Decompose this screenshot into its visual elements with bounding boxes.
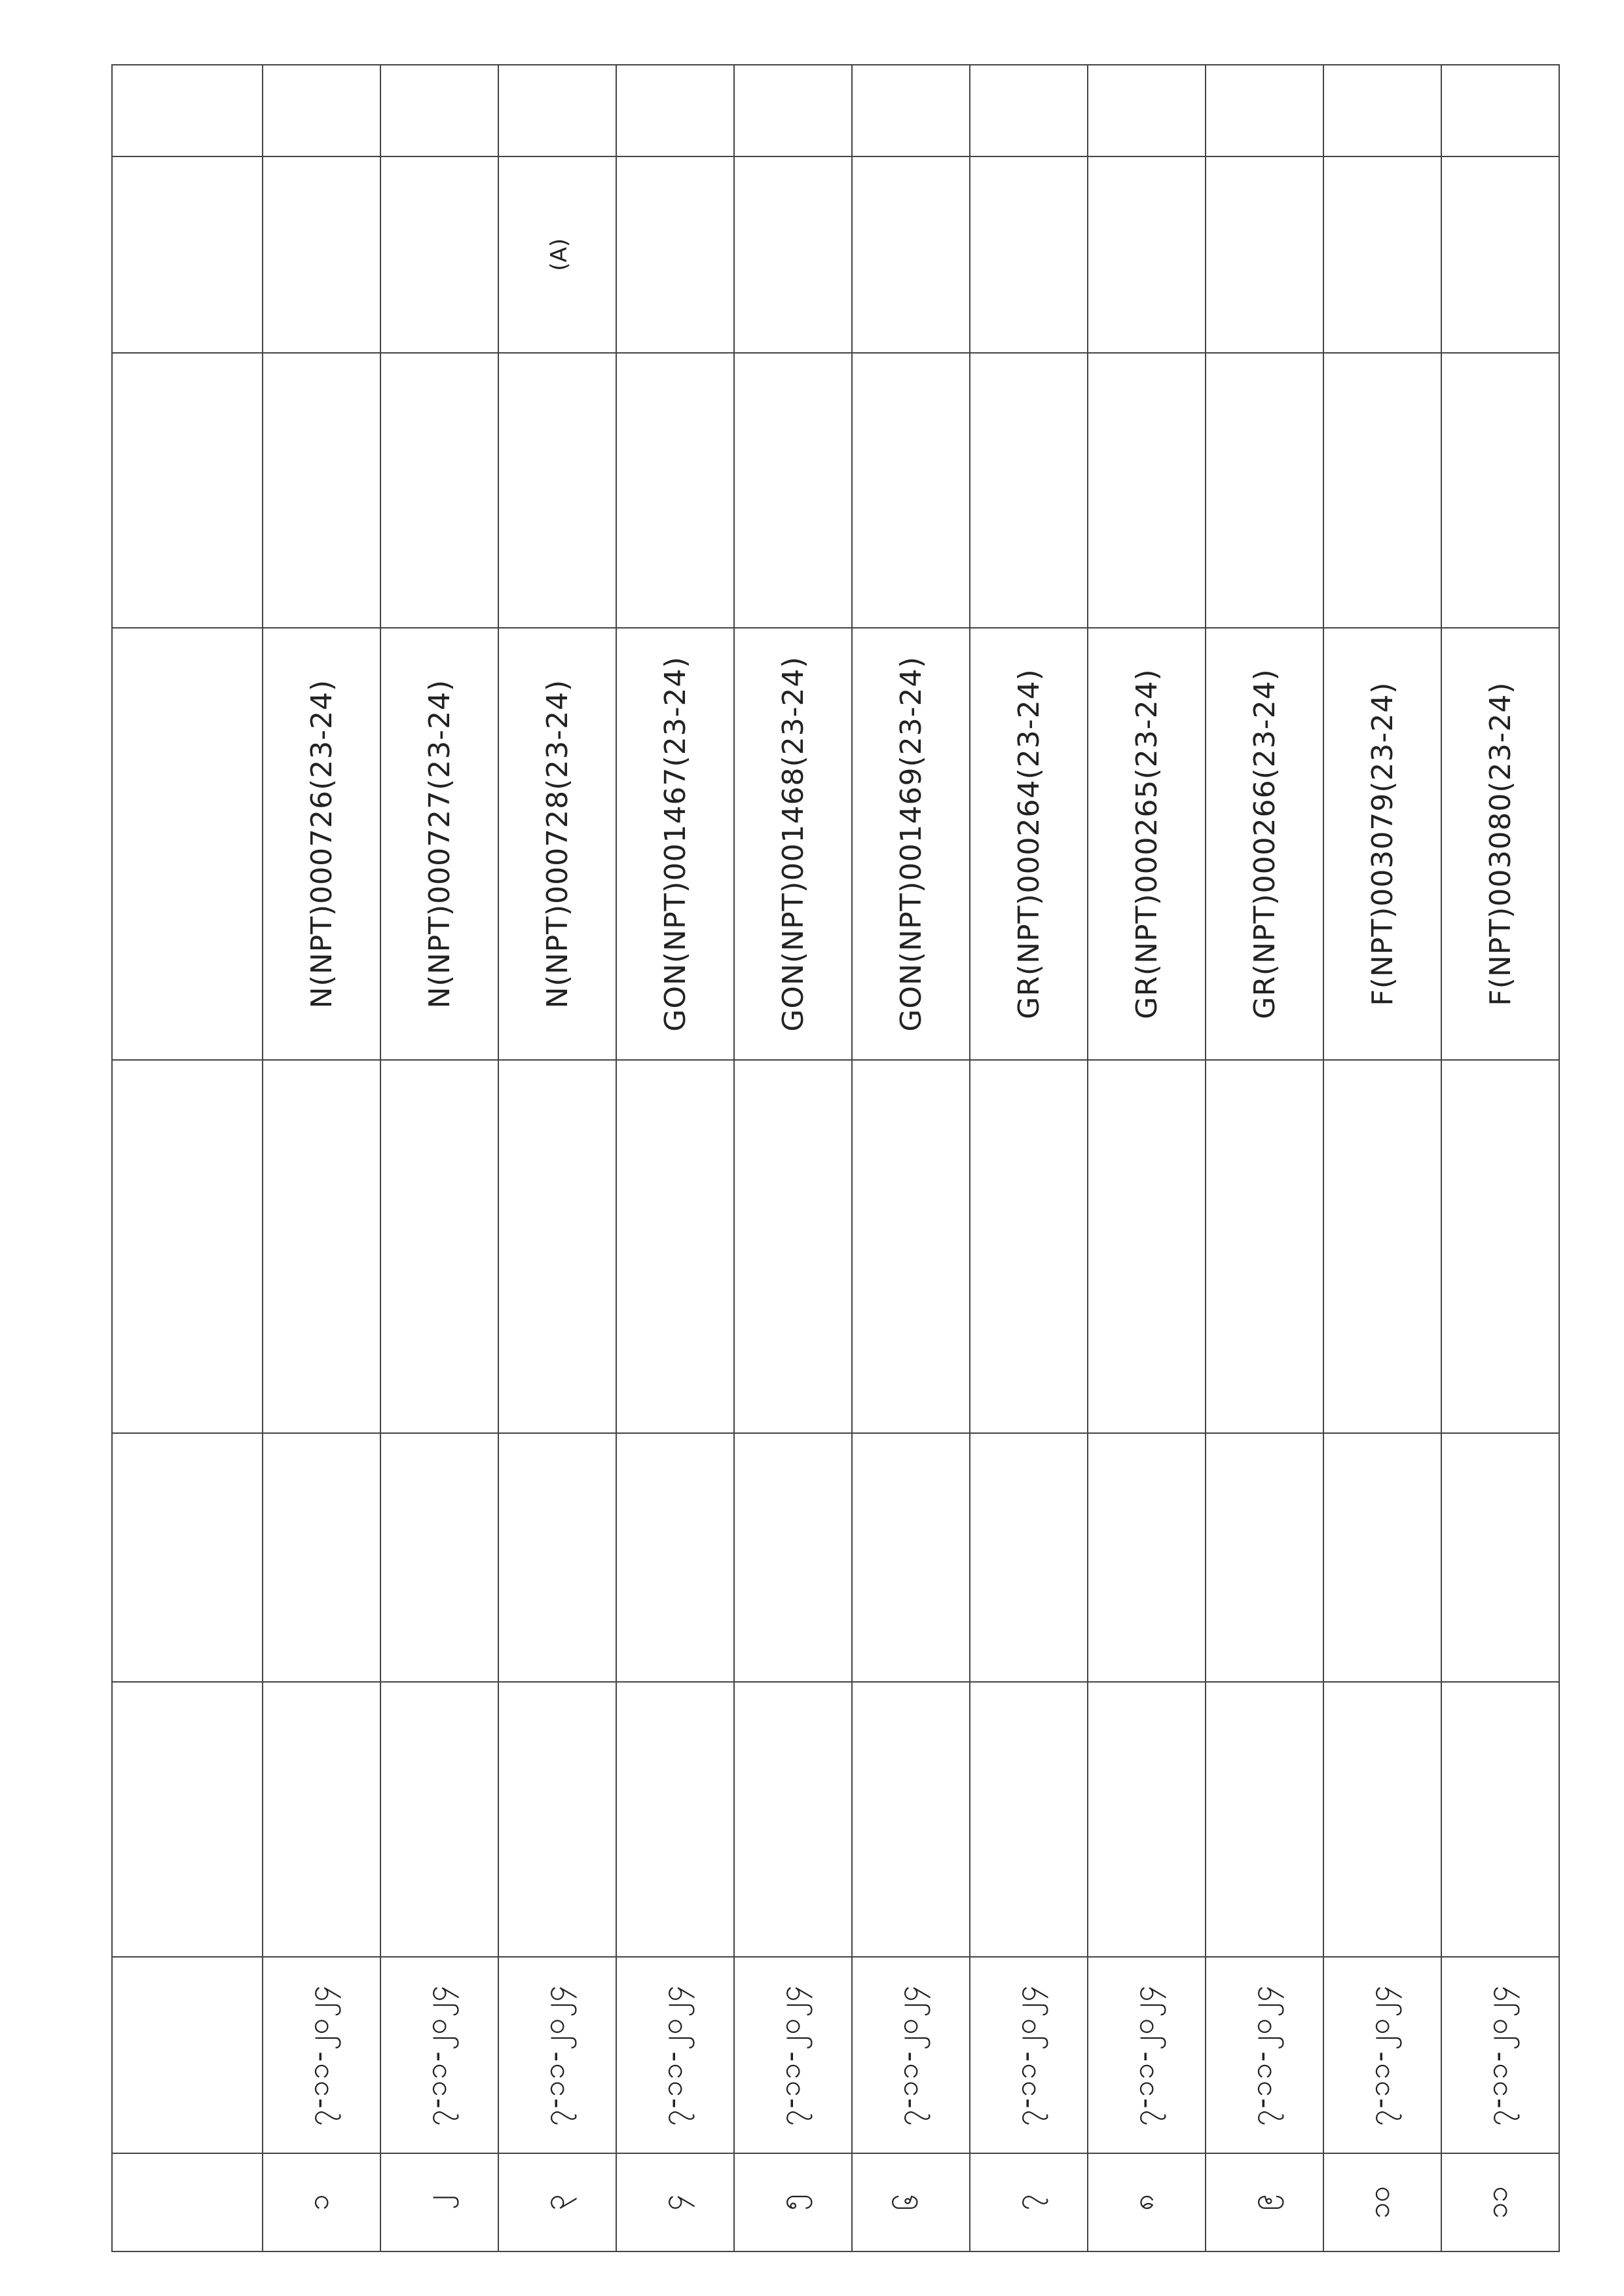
header-code: [112, 628, 263, 1060]
table-row: [1088, 65, 1206, 2251]
cell-date: [263, 1957, 380, 2153]
cell-no-text: ၃: [538, 2194, 571, 2211]
cell-registration-code-text: GON(NPT)001468(23-24): [776, 656, 810, 1032]
cell-date: [1323, 1957, 1441, 2153]
cell-registration-code: [970, 628, 1088, 1060]
cell-no: [380, 2153, 498, 2251]
cell-registration-code-text: N(NPT)000727(23-24): [422, 679, 456, 1009]
cell-name: [498, 1682, 616, 1957]
cell-registration-code-text: GR(NPT)000266(23-24): [1247, 668, 1282, 1019]
cell-no: [1206, 2153, 1323, 2251]
cell-no: [1441, 2153, 1559, 2251]
cell-no: [734, 2153, 852, 2251]
cell-date: [616, 1957, 734, 2153]
cell-remark: [263, 65, 380, 156]
cell-date-text: ၇-၁၁-၂၀၂၄: [1245, 1984, 1278, 2126]
cell-office: [734, 1060, 852, 1433]
cell-no: [1088, 2153, 1206, 2251]
cell-name: [1088, 1682, 1206, 1957]
table-row: [498, 65, 616, 2251]
cell-name: [263, 1682, 380, 1957]
cell-address: [1088, 1433, 1206, 1682]
cell-type: [380, 156, 498, 353]
cell-registration-code-text: N(NPT)000728(23-24): [540, 679, 574, 1009]
cell-registration-code: [1206, 628, 1323, 1060]
cell-date: [734, 1957, 852, 2153]
cell-date-text: ၇-၁၁-၂၀၂၄: [773, 1984, 807, 2126]
cell-address: [970, 1433, 1088, 1682]
cell-name: [1441, 1682, 1559, 1957]
cell-date-text: ၇-၁၁-၂၀၂၄: [1481, 1984, 1514, 2126]
cell-date-text: ၇-၁၁-၂၀၂၄: [1363, 1984, 1396, 2126]
cell-type: [1441, 156, 1559, 353]
cell-date: [380, 1957, 498, 2153]
registration-table: [111, 64, 1560, 2252]
header-office: [112, 1060, 263, 1433]
cell-date: [1206, 1957, 1323, 2153]
cell-name: [1206, 1682, 1323, 1957]
cell-date: [970, 1957, 1088, 2153]
cell-registration-code-text: F(NPT)003080(23-24): [1483, 682, 1517, 1006]
cell-no-text: ၄: [655, 2194, 689, 2211]
cell-registration-code: [498, 628, 616, 1060]
cell-office: [1206, 1060, 1323, 1433]
cell-registration-code: [263, 628, 380, 1060]
header-address: [112, 1433, 263, 1682]
cell-no: [616, 2153, 734, 2251]
cell-address: [734, 1433, 852, 1682]
cell-office: [1441, 1060, 1559, 1433]
document-sheet: [72, 39, 1617, 2265]
cell-place: [1441, 353, 1559, 628]
cell-office: [970, 1060, 1088, 1433]
cell-no: [498, 2153, 616, 2251]
cell-type: [1088, 156, 1206, 353]
cell-no: [852, 2153, 970, 2251]
table-row: [380, 65, 498, 2251]
cell-place: [970, 353, 1088, 628]
cell-office: [852, 1060, 970, 1433]
cell-no-text: ၈: [1127, 2194, 1160, 2211]
cell-place: [1088, 353, 1206, 628]
cell-address: [1441, 1433, 1559, 1682]
cell-name: [1323, 1682, 1441, 1957]
cell-office: [263, 1060, 380, 1433]
table-row: [616, 65, 734, 2251]
cell-office: [498, 1060, 616, 1433]
cell-no-text: ၅: [773, 2194, 807, 2211]
cell-address: [380, 1433, 498, 1682]
cell-date: [498, 1957, 616, 2153]
cell-type: [970, 156, 1088, 353]
cell-name: [852, 1682, 970, 1957]
cell-registration-code-text: F(NPT)003079(23-24): [1365, 682, 1399, 1006]
cell-no-text: ၁: [302, 2194, 335, 2211]
cell-remark: [970, 65, 1088, 156]
cell-no-text: ၂: [420, 2195, 453, 2210]
header-date: [112, 1957, 263, 2153]
table-body: [263, 65, 1559, 2251]
cell-date-text: ၇-၁၁-၂၀၂၄: [1127, 1984, 1160, 2126]
cell-date: [1088, 1957, 1206, 2153]
cell-registration-code-text: GON(NPT)001467(23-24): [658, 656, 692, 1032]
cell-remark: [734, 65, 852, 156]
cell-type: [616, 156, 734, 353]
cell-type: [734, 156, 852, 353]
cell-place: [263, 353, 380, 628]
cell-place: [852, 353, 970, 628]
cell-address: [616, 1433, 734, 1682]
cell-office: [616, 1060, 734, 1433]
header-row: [112, 65, 263, 2251]
cell-remark: [1441, 65, 1559, 156]
cell-registration-code: [852, 628, 970, 1060]
cell-registration-code: [616, 628, 734, 1060]
cell-name: [380, 1682, 498, 1957]
cell-no: [263, 2153, 380, 2251]
cell-remark: [380, 65, 498, 156]
header-remark: [112, 65, 263, 156]
cell-no-text: ၁၀: [1363, 2186, 1396, 2219]
cell-type-note: (A): [546, 238, 572, 271]
header-place: [112, 353, 263, 628]
cell-registration-code: [1088, 628, 1206, 1060]
header-name: [112, 1682, 263, 1957]
cell-date: [1441, 1957, 1559, 2153]
cell-remark: [1206, 65, 1323, 156]
cell-address: [852, 1433, 970, 1682]
table-row: [1206, 65, 1323, 2251]
cell-date: [852, 1957, 970, 2153]
cell-place: [498, 353, 616, 628]
cell-type: [498, 156, 616, 353]
cell-no: [970, 2153, 1088, 2251]
cell-place: [1206, 353, 1323, 628]
table-row: [970, 65, 1088, 2251]
header-no: [112, 2153, 263, 2251]
cell-no-text: ၁၁: [1481, 2186, 1514, 2219]
cell-registration-code-text: GR(NPT)000265(23-24): [1130, 668, 1164, 1019]
cell-no-text: ၇: [1009, 2194, 1043, 2211]
cell-name: [970, 1682, 1088, 1957]
table-row: [1441, 65, 1559, 2251]
cell-remark: [852, 65, 970, 156]
cell-no: [1323, 2153, 1441, 2251]
cell-registration-code: [1323, 628, 1441, 1060]
cell-address: [498, 1433, 616, 1682]
cell-registration-code: [380, 628, 498, 1060]
table-row: [1323, 65, 1441, 2251]
cell-place: [616, 353, 734, 628]
cell-registration-code: [734, 628, 852, 1060]
cell-remark: [616, 65, 734, 156]
cell-date-text: ၇-၁၁-၂၀၂၄: [420, 1984, 453, 2126]
cell-remark: [498, 65, 616, 156]
cell-date-text: ၇-၁၁-၂၀၂၄: [302, 1984, 335, 2126]
cell-registration-code-text: GON(NPT)001469(23-24): [894, 656, 928, 1032]
cell-address: [263, 1433, 380, 1682]
cell-place: [1323, 353, 1441, 628]
cell-no-text: ၆: [891, 2194, 925, 2211]
header-type: [112, 156, 263, 353]
cell-registration-code-text: N(NPT)000726(23-24): [304, 679, 339, 1009]
cell-registration-code: [1441, 628, 1559, 1060]
cell-name: [616, 1682, 734, 1957]
cell-type: [1206, 156, 1323, 353]
cell-no-text: ၉: [1245, 2194, 1278, 2211]
cell-date-text: ၇-၁၁-၂၀၂၄: [891, 1984, 925, 2126]
cell-office: [1323, 1060, 1441, 1433]
cell-office: [380, 1060, 498, 1433]
cell-name: [734, 1682, 852, 1957]
cell-place: [734, 353, 852, 628]
cell-date-text: ၇-၁၁-၂၀၂၄: [538, 1984, 571, 2126]
rotated-page: [72, 39, 1617, 2265]
cell-office: [1088, 1060, 1206, 1433]
table-row: [734, 65, 852, 2251]
cell-registration-code-text: GR(NPT)000264(23-24): [1012, 668, 1046, 1019]
cell-type: [1323, 156, 1441, 353]
cell-address: [1323, 1433, 1441, 1682]
cell-place: [380, 353, 498, 628]
cell-remark: [1088, 65, 1206, 156]
cell-type: [852, 156, 970, 353]
cell-type: [263, 156, 380, 353]
table-row: [263, 65, 380, 2251]
cell-date-text: ၇-၁၁-၂၀၂၄: [655, 1984, 689, 2126]
cell-address: [1206, 1433, 1323, 1682]
table-row: [852, 65, 970, 2251]
cell-remark: [1323, 65, 1441, 156]
cell-date-text: ၇-၁၁-၂၀၂၄: [1009, 1984, 1043, 2126]
